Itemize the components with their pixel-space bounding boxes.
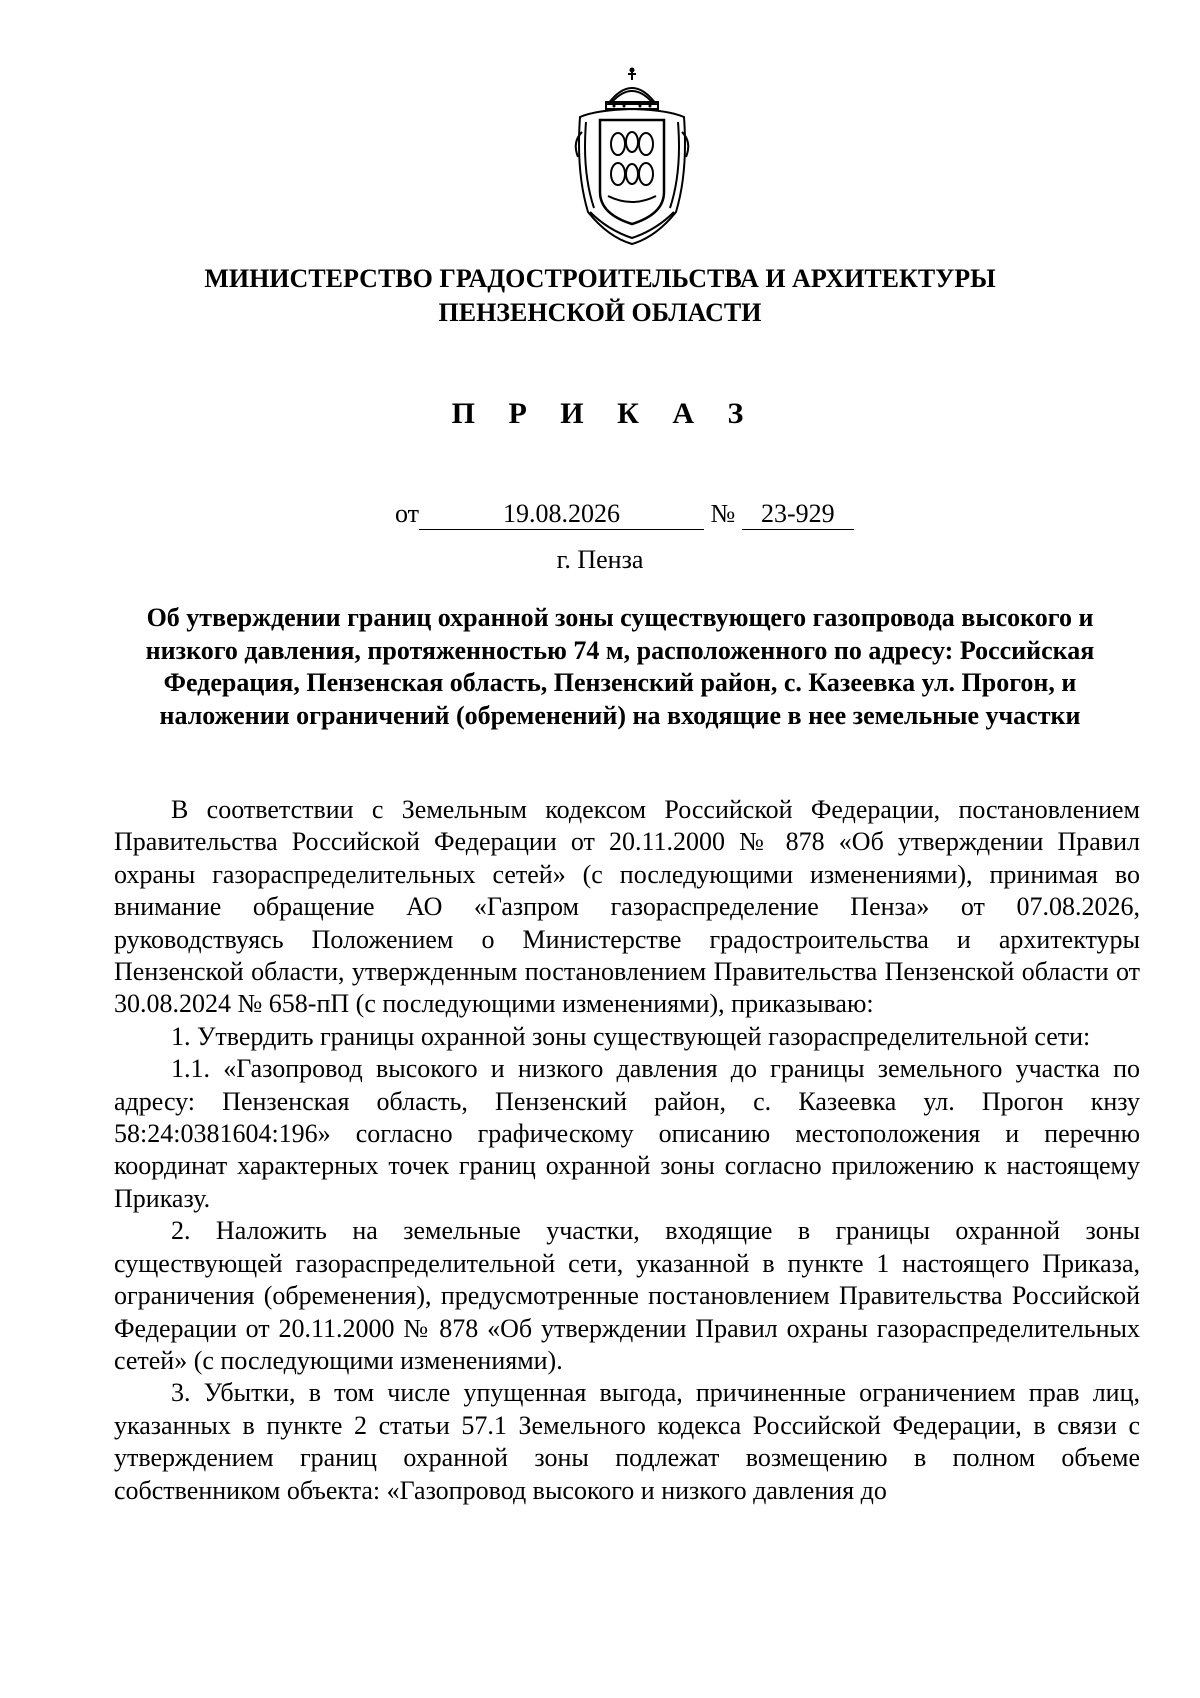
coat-of-arms-emblem	[568, 62, 696, 247]
ministry-name-line2: ПЕНЗЕНСКОЙ ОБЛАСТИ	[438, 298, 762, 327]
document-type-title: П Р И К А З	[451, 397, 757, 430]
item-2-paragraph: 2. Наложить на земельные участки, входящие в границы охранной зоны существующей газораспределительной сети, указанной в пункте 1 настоящего Приказа, ограничения (обременения), предусмотренные постановлением Правительства Российской Федерации от 20.11.2000 № 878 «Об утверждении Правил охраны газораспределительных сетей» (с последующими изменениями).	[114, 1216, 1140, 1375]
date-number-line	[395, 498, 854, 530]
ministry-name-line1: МИНИСТЕРСТВО ГРАДОСТРОИТЕЛЬСТВА И АРХИТЕКТУРЫ	[204, 264, 996, 293]
item-3-paragraph: 3. Убытки, в том числе упущенная выгода, причиненные ограничением прав лиц, указанных в пункте 2 статьи 57.1 Земельного кодекса Российской Федерации, в связи с утверждением границ охранной зоны подлежат возмещению в полном объеме собственником объекта: «Газопровод высокого и низкого давления до	[114, 1378, 1140, 1505]
item-1-paragraph: 1. Утвердить границы охранной зоны существующей газораспределительной сети:	[171, 1021, 1091, 1051]
preamble-paragraph: В соответствии с Земельным кодексом Российской Федерации, постановлением Правительства Российской Федерации от 20.11.2000 № 878 «Об утверждении Правил охраны газораспределительных сетей» (с последующими изменениями), принимая во внимание обращение АО «Газпром газораспределение Пенза» от 07.08.2026, руководствуясь Положением о Министерстве градостроительства и архитектуры Пензенской области, утвержденным постановлением Правительства Пензенской области от 30.08.2024 № 658-пП (с последующими изменениями), приказываю:	[114, 795, 1140, 1019]
document-body	[114, 794, 1140, 1507]
document-subject: Об утверждении границ охранной зоны существующего газопровода высокого и низкого давления, протяженностью 74 м, расположенного по адресу: Российская Федерация, Пензенская область, Пензенский район, с. Казеевка ул. Прогон, и наложении ограничений (обременений) на входящие в нее земельные участки	[145, 603, 1095, 730]
document-number: 23-929	[742, 499, 854, 530]
city-line: г. Пенза	[556, 545, 644, 574]
date-prefix: от	[395, 499, 420, 528]
document-date: 19.08.2026	[419, 499, 704, 530]
ministry-name	[0, 262, 1200, 330]
item-1-1-paragraph: 1.1. «Газопровод высокого и низкого давления до границы земельного участка по адресу: Пензенская область, Пензенский район, с. Казеевка ул. Прогон кнзу 58:24:0381604:196» согласно графическому описанию местоположения и перечню координат характерных точек границ охранной зоны согласно приложению к настоящему Приказу.	[114, 1054, 1140, 1213]
number-prefix: №	[710, 499, 736, 528]
